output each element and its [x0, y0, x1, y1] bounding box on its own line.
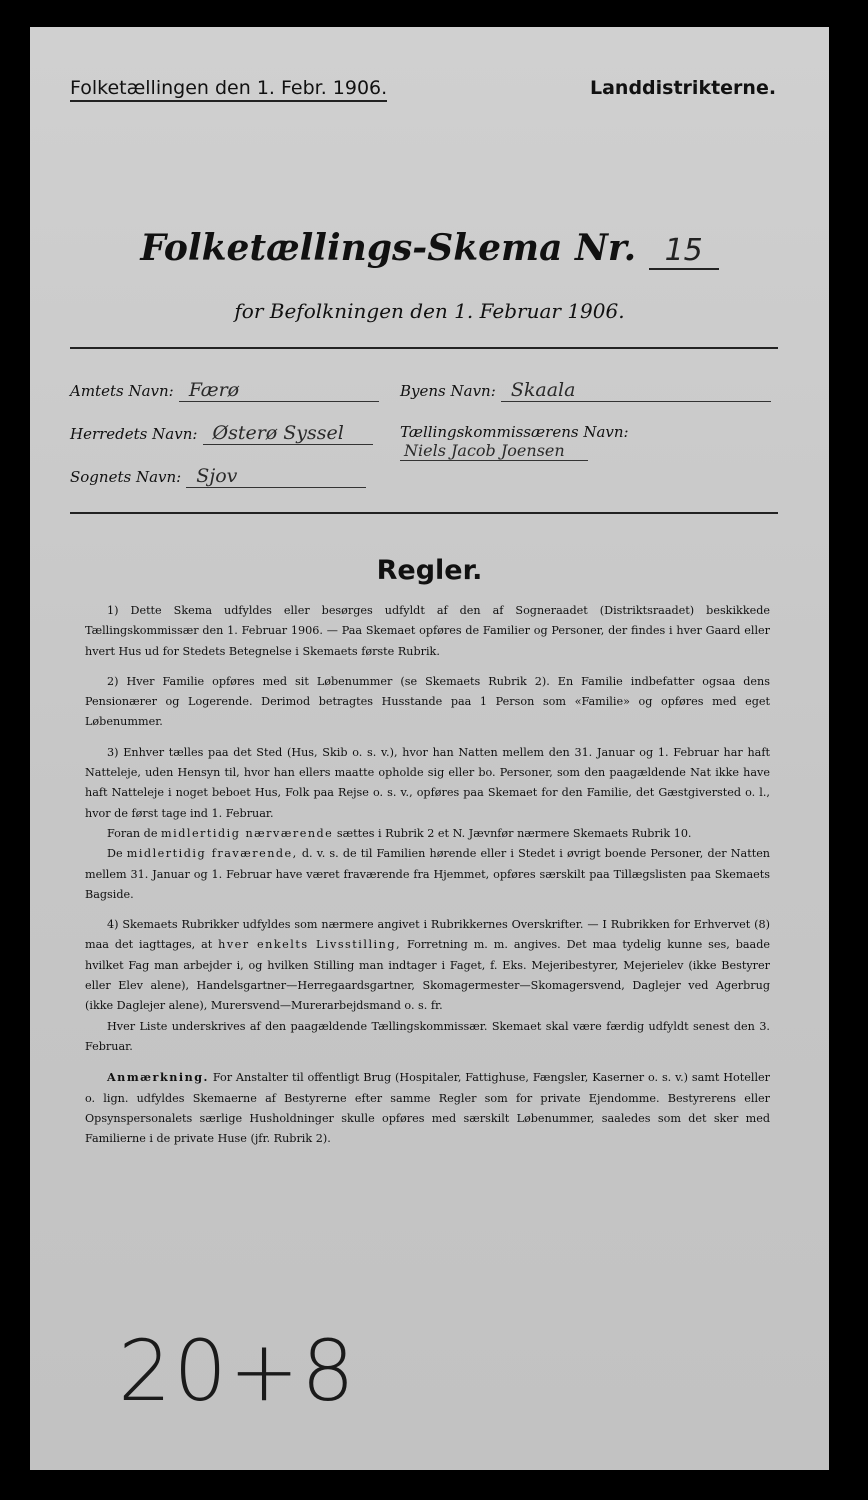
rule-4-signature: Hver Liste underskrives af den paagældende Tællingskommissær. Skemaet skal være færdig udfyldt senest den 3. Februar. — [85, 1019, 770, 1053]
field-herred — [70, 422, 410, 445]
rule-3: 3) Enhver tælles paa det Sted (Hus, Skib o. s. v.), hvor han Natten mellem den 31. Januar og 1. Februar har haft Natteleje, uden Hensyn til, hvor han ellers maatte opholde sig eller bo. Personer, som den paagældende Nat ikke have haft Natteleje i noget beboet Hus, Folk paa Rejse o. s. v., opføres paa Skemaet for den Familie, det Gæstgiversted o. l., hvor de først tage ind 1. Februar. — [85, 745, 770, 820]
rule-2: 2) Hver Familie opføres med sit Løbenummer (se Skemaets Rubrik 2). En Familie indbefatter ogsaa dens Pensionærer og Logerende. Derimod betragtes Husstande paa 1 Person som «Familie» og opføres med eget Løbenummer. — [85, 674, 770, 729]
herred-label: Herredets Navn: — [70, 425, 198, 443]
sogn-value: Sjov — [186, 465, 366, 488]
district-type-header: Landdistrikterne. — [590, 77, 777, 99]
amt-label: Amtets Navn: — [70, 382, 174, 400]
emph-present: midlertidig nærværende — [161, 826, 334, 840]
handwritten-tally: 20+8 — [118, 1322, 357, 1420]
field-by — [400, 379, 780, 402]
field-kommissaer — [400, 422, 820, 461]
kommissaer-value: Niels Jacob Joensen — [400, 441, 588, 461]
by-value: Skaala — [501, 379, 771, 402]
field-amt — [70, 379, 390, 402]
form-number: 15 — [649, 233, 719, 270]
rules-heading: Regler. — [376, 555, 483, 586]
census-form-page — [30, 27, 829, 1470]
rule-1: 1) Dette Skema udfyldes eller besørges udfyldt af den af Sogneraadet (Distriktsraadet) beskikkede Tællingskommissær den 1. Februar 1906. — Paa Skemaet opføres de Familier og Personer, der findes i hver Gaard eller hvert Hus ud for Stedets Betegnelse i Skemaets første Rubrik. — [85, 604, 770, 658]
sogn-label: Sognets Navn: — [70, 468, 182, 486]
form-subtitle: for Befolkningen den 1. Februar 1906. — [234, 299, 625, 323]
rule-3-absent: De midlertidig fraværende, d. v. s. de til Familien hørende eller i Stedet i øvrigt boende Personer, der Natten mellem 31. Januar og 1. Februar have været fraværende fra Hjemmet, opføres særskilt paa Tillægslisten paa Skemaets Bagside. — [85, 847, 771, 901]
note-label: Anmærkning. — [107, 1070, 209, 1085]
census-header: Folketællingen den 1. Febr. 1906. — [70, 77, 387, 102]
rule-3-present: Foran de midlertidig nærværende sættes i Rubrik 2 et N. Jævnfør nærmere Skemaets Rubrik 10. — [107, 826, 692, 840]
rules-text — [85, 601, 770, 1159]
herred-value: Østerø Syssel — [203, 422, 373, 445]
rule-note: Anmærkning. For Anstalter til offentligt Brug (Hospitaler, Fattighuse, Fængsler, Kaserner o. s. v.) samt Hoteller o. lign. udfyldes Skemaerne af Bestyrerne efter samme Regler som for private Ejendomme. Bestyrerens eller Opsynspersonalets særlige Husholdninger skulle opføres med særskilt Løbenummer, saaledes som det sker med Familierne i de private Huse (jfr. Rubrik 2). — [85, 1070, 770, 1146]
emph-absent: midlertidig fraværende, — [126, 847, 298, 861]
field-sogn — [70, 465, 390, 488]
emph-livsstilling: hver enkelts Livsstilling, — [218, 938, 402, 952]
form-title — [30, 227, 829, 270]
divider-top — [70, 347, 778, 349]
rule-4: 4) Skemaets Rubrikker udfyldes som nærmere angivet i Rubrikkernes Overskrifter. — I Rubrikken for Erhvervet (8) maa det iagttages, at hver enkelts Livsstilling, Forretning m. m. angives. Det maa tydelig kunne ses, baade hvilket Fag man arbejder i, og hvilken Stilling man indtager i Faget, f. Eks. Mejeribestyrer, Mejerielev (ikke Bestyrer eller Elev alene), Handelsgartner—Herregaardsgartner, Skomagermester—Skomagersvend, Daglejer ved Agerbrug (ikke Daglejer alene), Murersvend—Murerarbejdsmand o. s. fr. — [85, 918, 770, 1013]
kommissaer-label: Tællingskommissærens Navn: — [400, 423, 629, 441]
form-title-text: Folketællings-Skema Nr. — [140, 227, 637, 269]
by-label: Byens Navn: — [400, 382, 496, 400]
amt-value: Færø — [179, 379, 379, 402]
divider-bottom — [70, 512, 778, 514]
